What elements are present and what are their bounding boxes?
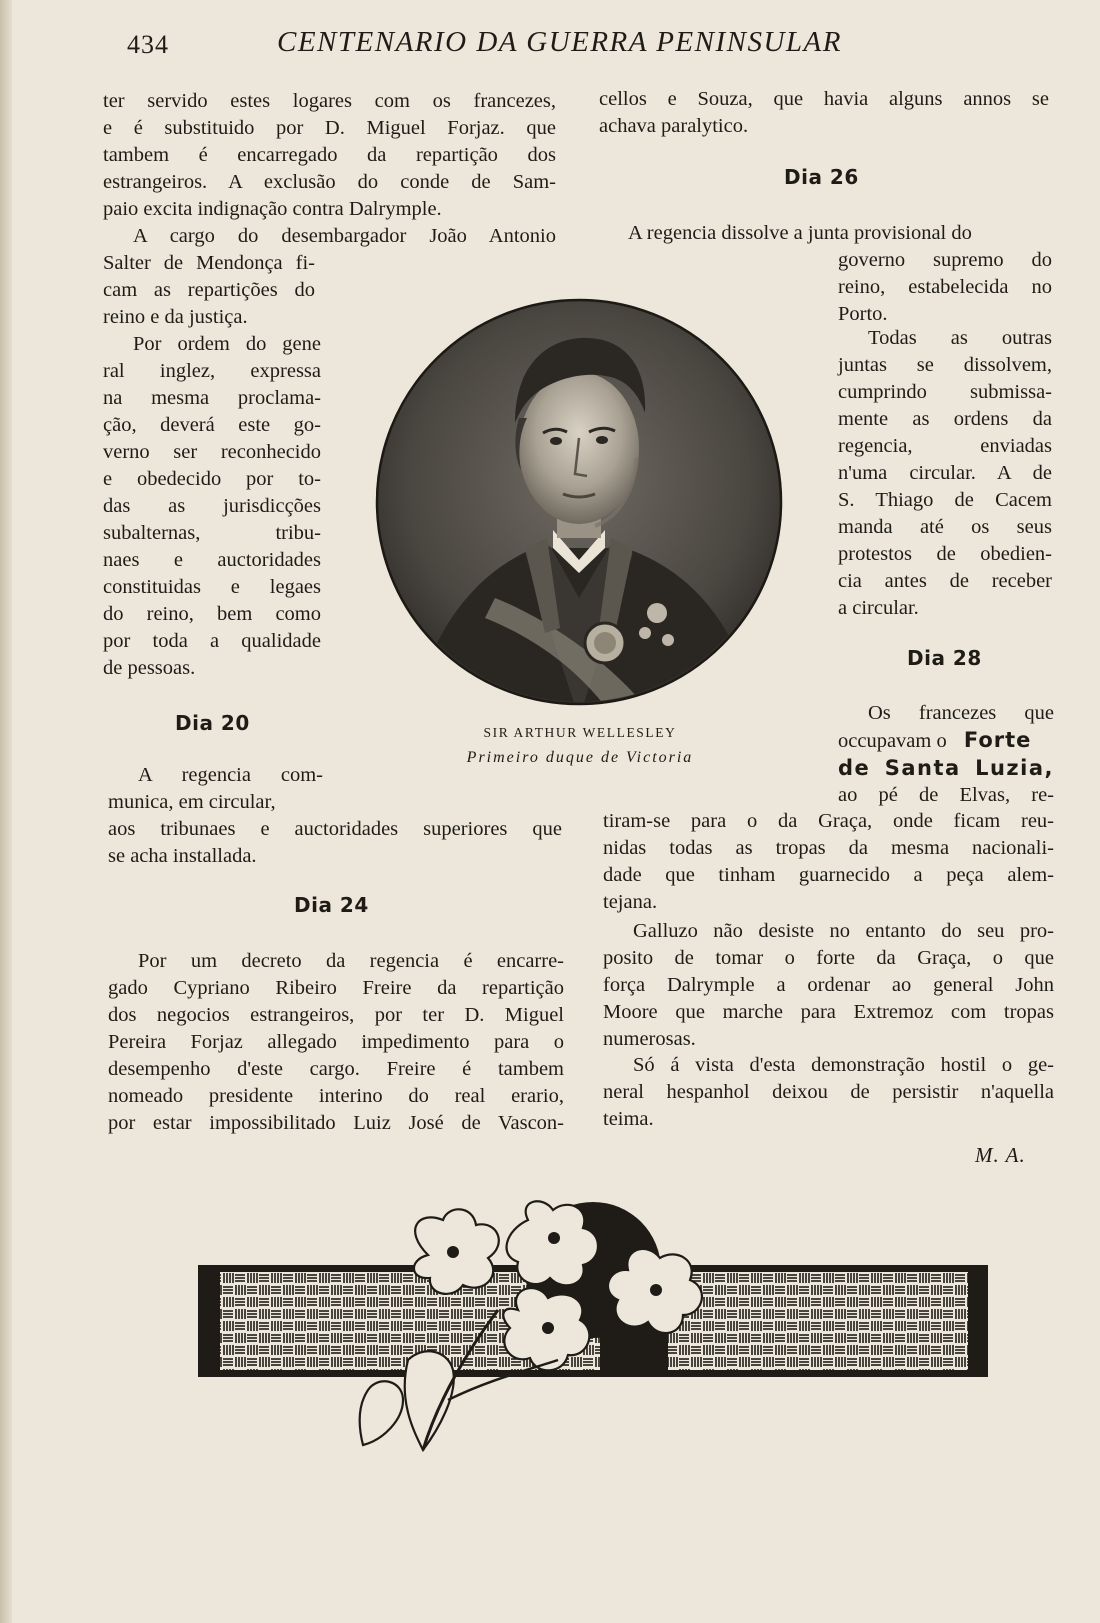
right-paragraph-4 <box>838 700 1054 809</box>
text-line: numerosas. <box>603 1028 696 1050</box>
right-paragraph-2 <box>838 247 1052 328</box>
text-fragment: occupavam o <box>838 730 947 752</box>
text-line: Moore que marche para Extremoz com tropas <box>603 1001 1054 1023</box>
text-line: ral inglez, expressa <box>103 360 321 382</box>
text-line: manda até os seus <box>838 516 1052 538</box>
text-line: naes e auctoridades <box>103 549 321 571</box>
text-line: cumprindo submissa- <box>838 381 1052 403</box>
text-line: paio excita indignação contra Dalrymple. <box>103 198 442 220</box>
text-line: a circular. <box>838 597 919 619</box>
text-line: A regencia dissolve a junta provisional do <box>628 222 972 244</box>
left-paragraph-2-first <box>103 223 556 250</box>
text-line: Os francezes que <box>868 702 1054 724</box>
text-line: na mesma proclama- <box>103 387 321 409</box>
text-line: por toda a qualidade <box>103 630 321 652</box>
text-line: Por ordem do gene <box>133 333 321 355</box>
text-line: reino e da justiça. <box>103 306 248 328</box>
portrait-caption-title: Primeiro duque de Victoria <box>466 749 694 766</box>
text-line: ter servido estes logares com os francezes, <box>103 90 556 112</box>
text-line: por estar impossibilitado Luiz José de Vascon- <box>108 1112 564 1134</box>
left-paragraph-1 <box>103 88 556 223</box>
text-line: e obedecido por to- <box>103 468 321 490</box>
text-line: A regencia com- <box>138 764 323 786</box>
text-line: Salter de Mendonça fi- <box>103 252 315 274</box>
text-line: achava paralytico. <box>599 115 749 137</box>
text-line: desempenho d'este cargo. Freire é tambem <box>108 1058 564 1080</box>
text-line: tejana. <box>603 891 658 913</box>
page-binding-edge <box>0 0 12 1623</box>
heading-dia-24: Dia 24 <box>294 893 369 917</box>
right-paragraph-1 <box>599 86 1049 140</box>
text-line: Galluzo não desiste no entanto do seu pro- <box>633 920 1054 942</box>
text-line: cia antes de receber <box>838 570 1052 592</box>
text-line: munica, em circular, <box>108 791 276 813</box>
page-number: 434 <box>127 30 169 59</box>
left-paragraph-3 <box>103 331 321 682</box>
text-line: verno ser reconhecido <box>103 441 321 463</box>
portrait-engraving <box>375 298 783 706</box>
right-paragraph-4-cont <box>603 808 1054 916</box>
text-line: Todas as outras <box>868 327 1052 349</box>
floral-ornament <box>198 1200 988 1475</box>
text-line: e é substituido por D. Miguel Forjaz. que <box>103 117 556 139</box>
running-title: CENTENARIO DA GUERRA PENINSULAR <box>277 26 842 58</box>
text-line: A cargo do desembargador João Antonio <box>133 225 556 247</box>
text-line: das as jurisdicções <box>103 495 321 517</box>
text-line: teima. <box>603 1108 654 1130</box>
portrait-caption-name: SIR ARTHUR WELLESLEY <box>483 725 677 740</box>
heading-dia-28: Dia 28 <box>907 646 982 670</box>
right-paragraph-6 <box>603 1052 1054 1133</box>
heading-dia-26: Dia 26 <box>784 165 859 189</box>
text-line: gado Cypriano Ribeiro Freire da repartição <box>108 977 564 999</box>
left-paragraph-2 <box>103 250 315 331</box>
text-line: cellos e Souza, que havia alguns annos se <box>599 88 1049 110</box>
text-line: subalternas, tribu- <box>103 522 321 544</box>
text-line <box>838 727 1054 755</box>
text-line: de pessoas. <box>103 657 196 679</box>
text-line: estrangeiros. A exclusão do conde de Sam- <box>103 171 556 193</box>
text-line: ção, deverá este go- <box>103 414 321 436</box>
text-line: regencia, enviadas <box>838 435 1052 457</box>
text-line: ao pé de Elvas, re- <box>838 784 1054 806</box>
text-line: neral hespanhol deixou de persistir n'aquella <box>603 1081 1054 1103</box>
text-line: reino, estabelecida no <box>838 276 1052 298</box>
text-line: aos tribunaes e auctoridades superiores que <box>108 818 562 840</box>
text-line: cam as repartições do <box>103 279 315 301</box>
text-line: tiram-se para o da Graça, onde ficam reu- <box>603 810 1054 832</box>
text-line: dos negocios estrangeiros, por ter D. Miguel <box>108 1004 564 1026</box>
text-line: governo supremo do <box>838 249 1052 271</box>
text-line: Pereira Forjaz allegado impedimento para o <box>108 1031 564 1053</box>
heading-dia-20: Dia 20 <box>175 711 250 735</box>
portrait-image <box>375 298 783 706</box>
fort-name-part-2: de Santa Luzia, <box>838 756 1054 780</box>
author-signature: M. A. <box>975 1143 1026 1167</box>
text-line: tambem é encarregado da repartição dos <box>103 144 556 166</box>
left-paragraph-4-cont <box>108 816 562 870</box>
text-line: dade que tinham guarnecido a peça alem- <box>603 864 1054 886</box>
text-line: protestos de obedien- <box>838 543 1052 565</box>
right-paragraph-5 <box>603 918 1054 1053</box>
text-line: Porto. <box>838 303 888 325</box>
text-line: mente as ordens da <box>838 408 1052 430</box>
fort-name-part-1: Forte <box>963 728 1032 752</box>
text-line: se acha installada. <box>108 845 257 867</box>
right-paragraph-2-first <box>628 220 1052 247</box>
right-paragraph-3 <box>838 325 1052 622</box>
text-line: n'uma circular. A de <box>838 462 1052 484</box>
text-line: nidas todas as tropas da mesma nacionali- <box>603 837 1054 859</box>
text-line: constituidas e legaes <box>103 576 321 598</box>
ornament-drawing <box>198 1200 988 1475</box>
text-line: força Dalrymple a ordenar ao general John <box>603 974 1054 996</box>
text-line: S. Thiago de Cacem <box>838 489 1052 511</box>
text-line: nomeado presidente interino do real erario, <box>108 1085 564 1107</box>
left-paragraph-4 <box>108 762 323 816</box>
left-paragraph-5 <box>108 948 564 1137</box>
text-line: posito de tomar o forte da Graça, o que <box>603 947 1054 969</box>
text-line: do reino, bem como <box>103 603 321 625</box>
text-line: Por um decreto da regencia é encarre- <box>138 950 564 972</box>
text-line: juntas se dissolvem, <box>838 354 1052 376</box>
text-line: Só á vista d'esta demonstração hostil o ge- <box>633 1054 1054 1076</box>
